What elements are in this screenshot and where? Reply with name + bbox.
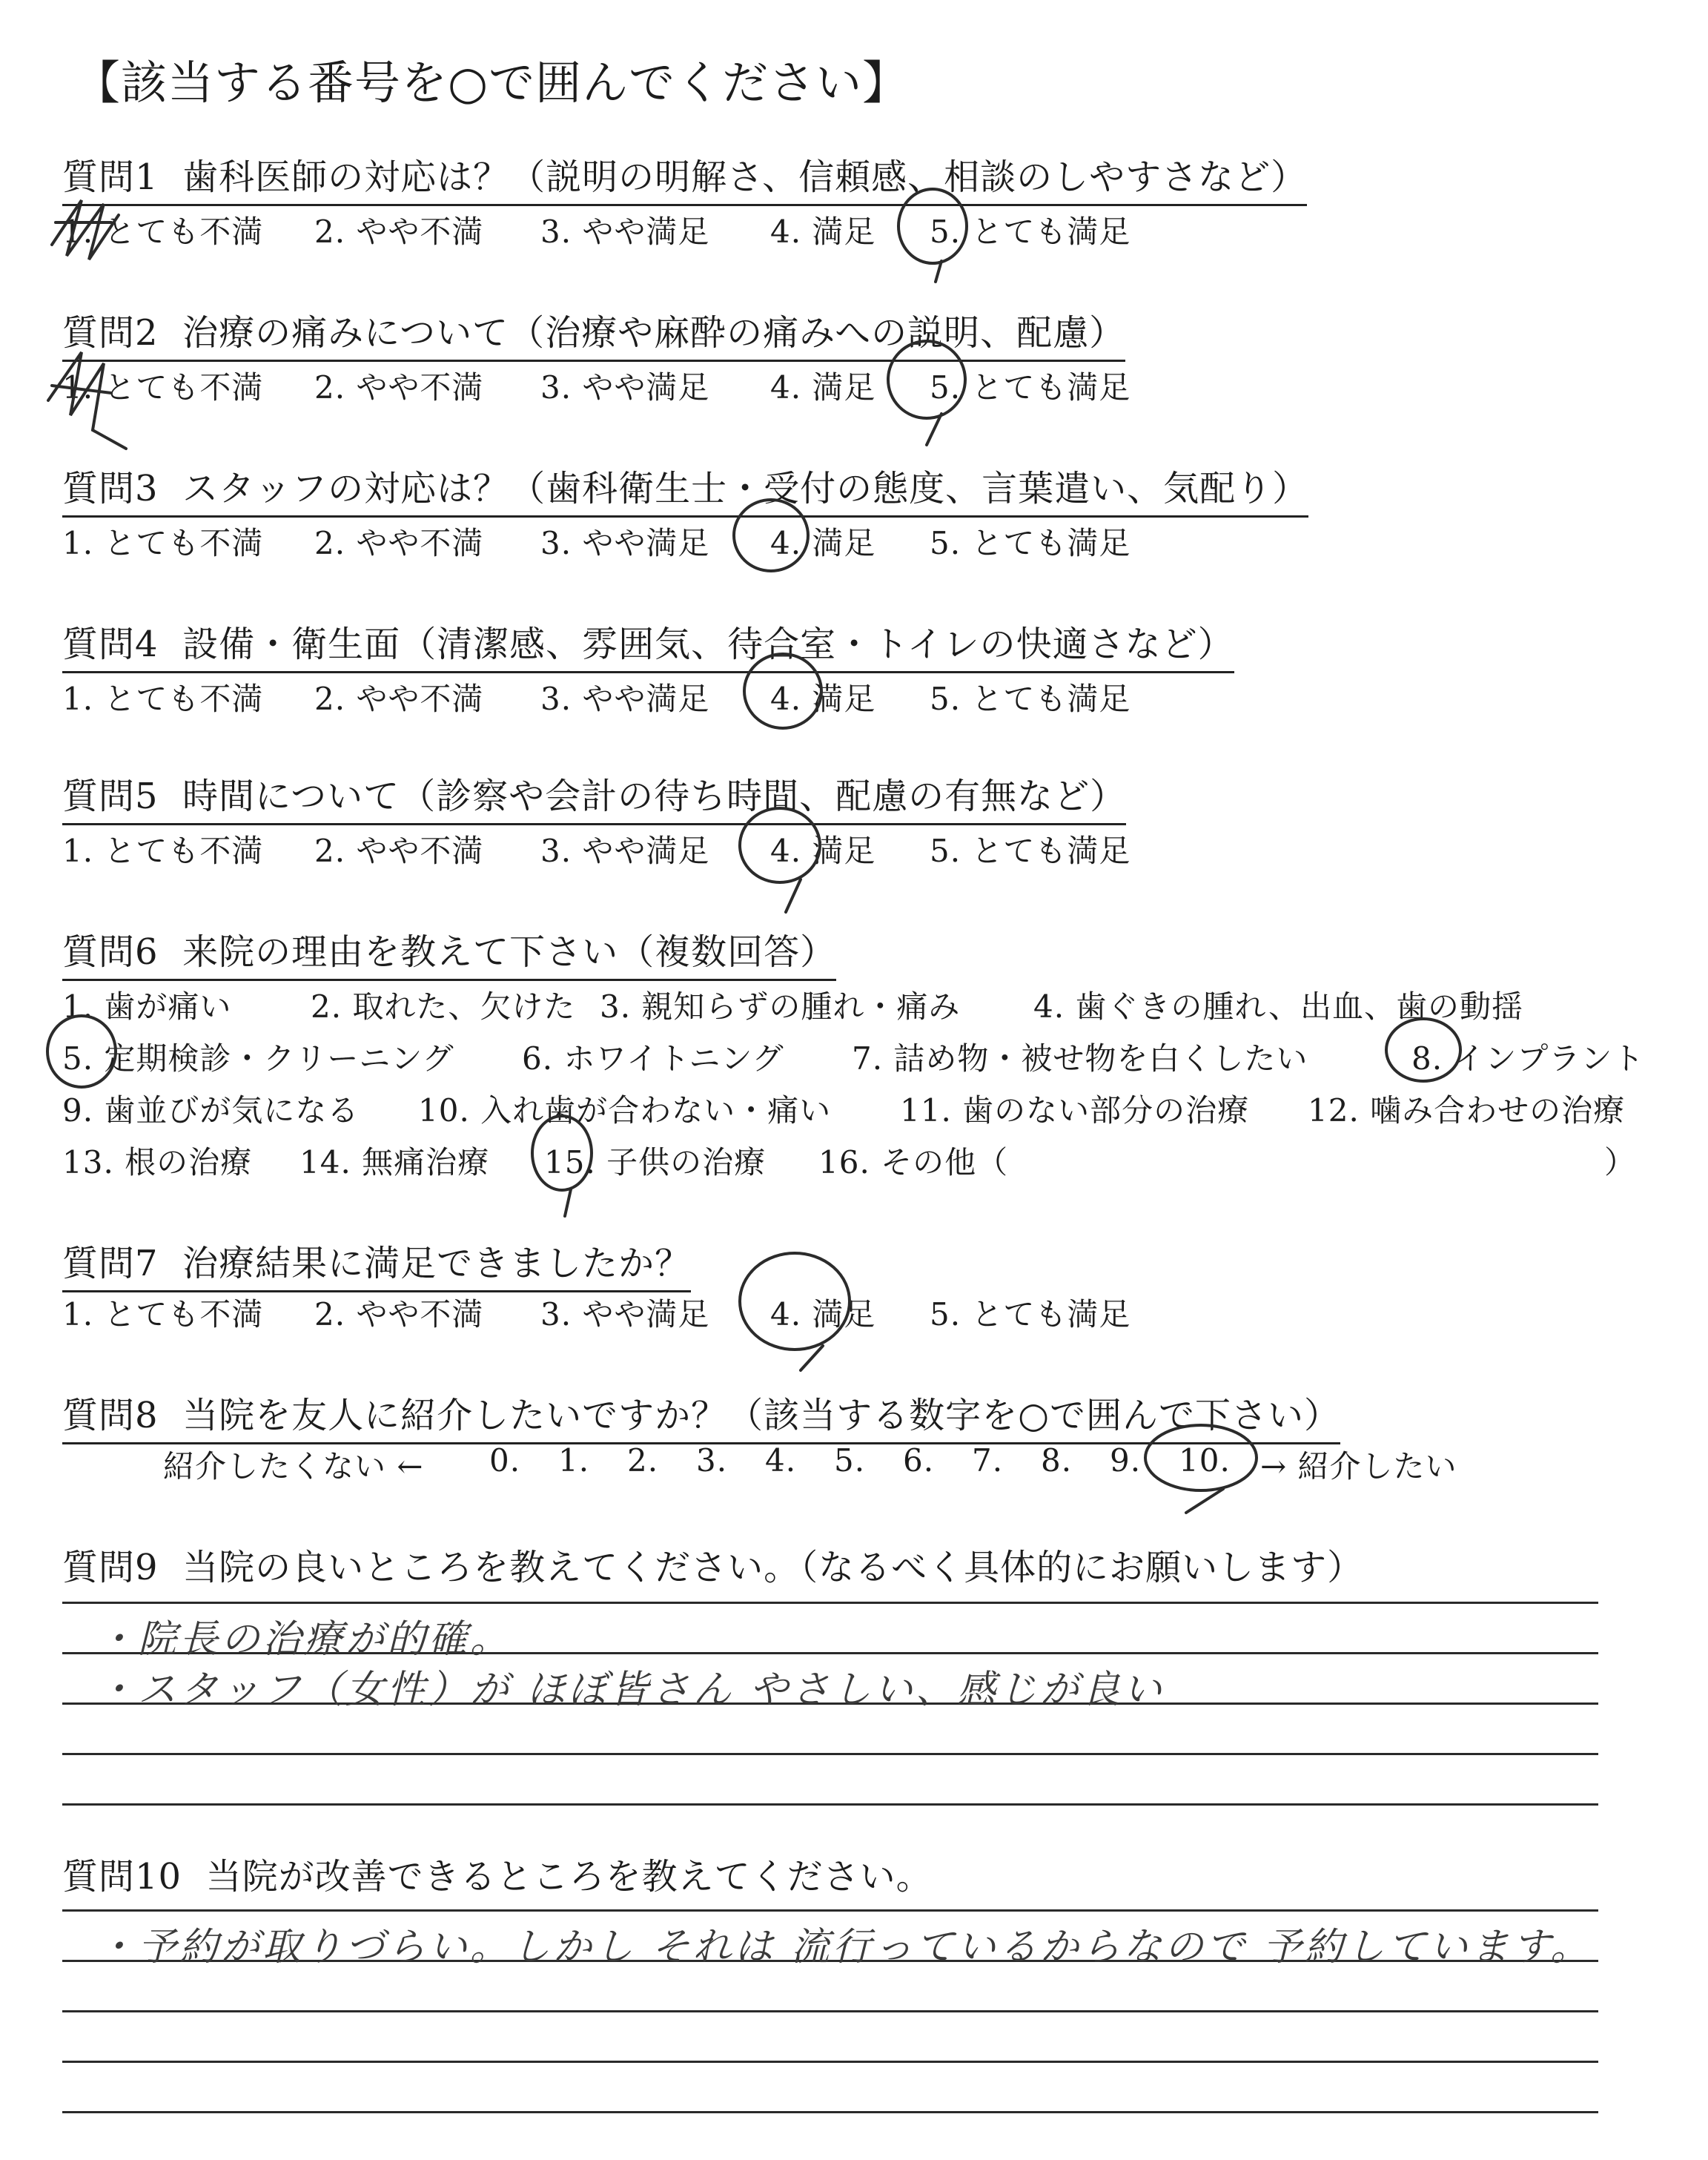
q1-option-5[interactable]: 5. とても満足 <box>930 214 1131 250</box>
q6-option-10[interactable]: 10. 入れ歯が合わない・痛い <box>418 1092 832 1129</box>
q8-value-1[interactable]: 1. <box>558 1442 590 1479</box>
q2-selection-tail <box>927 414 941 445</box>
q9-answer-line-1 <box>62 1602 1598 1604</box>
q6-option-15[interactable]: 15. 子供の治療 <box>544 1144 767 1180</box>
q8-value-9[interactable]: 9. <box>1110 1442 1142 1479</box>
q8-right-label: → 紹介したい <box>1260 1448 1457 1484</box>
q6-option-11[interactable]: 11. 歯のない部分の治療 <box>900 1092 1250 1129</box>
question-6 <box>62 923 836 981</box>
q6-option-16-close: ） <box>1604 1144 1637 1180</box>
q6-option-13[interactable]: 13. 根の治療 <box>62 1144 253 1180</box>
q10-answer-line-5 <box>62 2111 1598 2113</box>
question-5-options <box>62 827 1174 871</box>
q1-option-4[interactable]: 4. 満足 <box>770 214 876 250</box>
question-8-scale <box>163 1442 1497 1487</box>
question-4-label: 質問4 <box>62 624 159 665</box>
question-9-text: 当院の良いところを教えてください。（なるべく具体的にお願いします） <box>182 1547 1364 1588</box>
question-10 <box>62 1848 933 1899</box>
question-10-label: 質問10 <box>62 1856 182 1898</box>
q6-option-9[interactable]: 9. 歯並びが気になる <box>62 1092 360 1129</box>
q6-option-12[interactable]: 12. 噛み合わせの治療 <box>1308 1092 1626 1129</box>
q5-selection-tail <box>786 879 801 912</box>
question-8-text: 当院を友人に紹介したいですか？（該当する数字を○で囲んで下さい） <box>182 1395 1340 1436</box>
q6-option-4[interactable]: 4. 歯ぐきの腫れ、出血、歯の動揺 <box>1033 988 1523 1025</box>
q5-option-5[interactable]: 5. とても満足 <box>930 833 1131 869</box>
q9-answer-text-1[interactable]: ・院長の治療が的確。 <box>96 1617 512 1662</box>
question-1 <box>62 148 1307 206</box>
question-1-text: 歯科医師の対応は？（説明の明解さ、信頼感、相談のしやすさなど） <box>182 156 1308 198</box>
q3-option-4[interactable]: 4. 満足 <box>770 525 876 561</box>
q7-option-3[interactable]: 3. やや満足 <box>540 1296 710 1332</box>
q3-option-2[interactable]: 2. やや不満 <box>314 525 484 561</box>
q8-value-2[interactable]: 2. <box>627 1442 659 1479</box>
q7-option-5[interactable]: 5. とても満足 <box>930 1296 1131 1332</box>
question-9 <box>62 1539 1363 1590</box>
q3-option-5[interactable]: 5. とても満足 <box>930 525 1131 561</box>
question-3-options <box>62 519 1174 564</box>
q6-option-7[interactable]: 7. 詰め物・被せ物を白くしたい <box>852 1040 1308 1077</box>
question-5-text: 時間について（診察や会計の待ち時間、配慮の有無など） <box>182 776 1127 817</box>
q10-answer-text-1[interactable]: ・予約が取りづらい。しかし それは 流行っているからなので 予約しています。 <box>96 1925 1592 1969</box>
q6-option-5[interactable]: 5. 定期検診・クリーニング <box>62 1040 454 1077</box>
q2-option-5[interactable]: 5. とても満足 <box>930 369 1131 406</box>
question-8-label: 質問8 <box>62 1395 159 1436</box>
q4-option-3[interactable]: 3. やや満足 <box>540 681 710 717</box>
q8-value-7[interactable]: 7. <box>972 1442 1004 1479</box>
q7-option-1[interactable]: 1. とても不満 <box>62 1296 264 1332</box>
q8-value-6[interactable]: 6. <box>903 1442 935 1479</box>
question-2-label: 質問2 <box>62 312 159 354</box>
q1-selection-tail <box>936 261 941 282</box>
question-6-label: 質問6 <box>62 931 159 973</box>
q6-option-1[interactable]: 1. 歯が痛い <box>62 988 232 1025</box>
question-2 <box>62 304 1125 362</box>
question-4 <box>62 615 1234 673</box>
q10-answer-line-3 <box>62 2010 1598 2012</box>
question-7-label: 質問7 <box>62 1243 159 1284</box>
q7-selection-tail <box>801 1346 823 1370</box>
q8-selection-tail <box>1186 1489 1223 1513</box>
question-3-label: 質問3 <box>62 468 159 509</box>
question-8 <box>62 1387 1340 1444</box>
q1-option-3[interactable]: 3. やや満足 <box>540 214 710 250</box>
q3-option-1[interactable]: 1. とても不満 <box>62 525 264 561</box>
q5-option-4[interactable]: 4. 満足 <box>770 833 876 869</box>
q7-option-4[interactable]: 4. 満足 <box>770 1296 876 1332</box>
q6-option-2[interactable]: 2. 取れた、欠けた <box>311 988 576 1025</box>
question-10-text: 当院が改善できるところを教えてください。 <box>205 1856 933 1898</box>
question-2-text: 治療の痛みについて（治療や麻酔の痛みへの説明、配慮） <box>182 312 1126 354</box>
q8-value-10[interactable]: 10. <box>1179 1442 1231 1479</box>
q6-option-6[interactable]: 6. ホワイトニング <box>522 1040 784 1077</box>
q4-option-5[interactable]: 5. とても満足 <box>930 681 1131 717</box>
q9-answer-text-2[interactable]: ・スタッフ（女性）が ほぼ皆さん やさしい、感じが良い <box>96 1668 1165 1712</box>
question-5 <box>62 767 1126 825</box>
question-1-options <box>62 208 1174 252</box>
question-7-options <box>62 1290 1174 1335</box>
q6-option-14[interactable]: 14. 無痛治療 <box>299 1144 490 1180</box>
page-title: 【該当する番号を○で囲んでください】 <box>74 56 910 110</box>
q3-option-3[interactable]: 3. やや満足 <box>540 525 710 561</box>
question-4-text: 設備・衛生面（清潔感、雰囲気、待合室・トイレの快適さなど） <box>182 624 1234 665</box>
q2-option-1[interactable]: 1. とても不満 <box>62 369 264 406</box>
q10-answer-line-1 <box>62 1909 1598 1912</box>
question-7 <box>62 1235 691 1292</box>
question-6-text: 来院の理由を教えて下さい（複数回答） <box>182 931 837 973</box>
q9-answer-line-5 <box>62 1803 1598 1806</box>
q4-option-1[interactable]: 1. とても不満 <box>62 681 264 717</box>
q9-answer-line-4 <box>62 1753 1598 1755</box>
question-4-options <box>62 675 1174 719</box>
q5-option-3[interactable]: 3. やや満足 <box>540 833 710 869</box>
q2-option-2[interactable]: 2. やや不満 <box>314 369 484 406</box>
q2-option-3[interactable]: 3. やや満足 <box>540 369 710 406</box>
question-1-label: 質問1 <box>62 156 159 198</box>
q8-value-5[interactable]: 5. <box>834 1442 866 1479</box>
question-3 <box>62 460 1308 518</box>
q6-option-8[interactable]: 8. インプラント <box>1411 1040 1645 1077</box>
question-2-options <box>62 363 1174 408</box>
question-9-label: 質問9 <box>62 1547 159 1588</box>
q8-value-3[interactable]: 3. <box>696 1442 728 1479</box>
q6-option-16[interactable]: 16. その他（ <box>818 1144 1009 1180</box>
question-3-text: スタッフの対応は？（歯科衛生士・受付の態度、言葉遣い、気配り） <box>182 468 1309 509</box>
q5-option-2[interactable]: 2. やや不満 <box>314 833 484 869</box>
question-7-text: 治療結果に満足できましたか？ <box>182 1243 692 1284</box>
question-6-options <box>62 982 1645 1235</box>
q2-option-4[interactable]: 4. 満足 <box>770 369 876 406</box>
q10-answer-line-4 <box>62 2061 1598 2063</box>
q1-option-1[interactable]: 1. とても不満 <box>62 214 264 250</box>
q1-option-2[interactable]: 2. やや不満 <box>314 214 484 250</box>
q5-option-1[interactable]: 1. とても不満 <box>62 833 264 869</box>
q4-option-2[interactable]: 2. やや不満 <box>314 681 484 717</box>
question-5-label: 質問5 <box>62 776 159 817</box>
q8-value-4[interactable]: 4. <box>765 1442 797 1479</box>
q4-option-4[interactable]: 4. 満足 <box>770 681 876 717</box>
q8-value-0[interactable]: 0. <box>489 1442 521 1479</box>
q7-option-2[interactable]: 2. やや不満 <box>314 1296 484 1332</box>
q8-value-8[interactable]: 8. <box>1041 1442 1073 1479</box>
q8-left-label: 紹介したくない ← <box>163 1448 424 1484</box>
q6-option-3[interactable]: 3. 親知らずの腫れ・痛み <box>600 988 961 1025</box>
